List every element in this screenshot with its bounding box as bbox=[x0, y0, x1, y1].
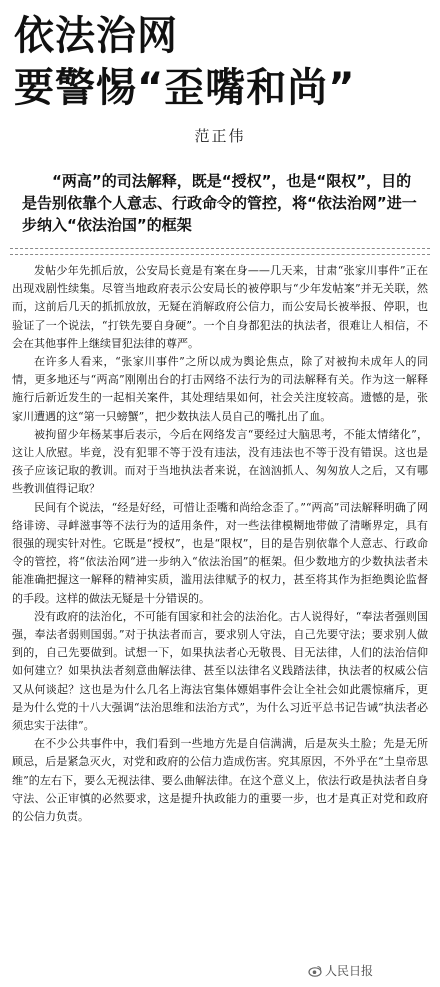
divider-line bbox=[10, 254, 430, 255]
divider-line bbox=[10, 248, 430, 249]
summary-lead: “两高”的司法解释，既是“授权”，也是“限权”，目的是告别依靠个人意志、行政命令的管控，将“依法治网”进一步纳入“依法治国”的框架 bbox=[22, 172, 417, 234]
paragraph: 在不少公共事件中，我们看到一些地方先是自信满满，后是灰头土脸；先是无所顾忌，后是紧急灭火，对党和政府的公信力造成伤害。究其原因，不外乎在“土皇帝思维”的左右下，要么无视法律、要么曲解法律。在这个意义上，依法行政是执法者自身守法、公正审慎的必然要求，这是提升执政能力的重要一步，也才是真正对党和政府的公信力负责。 bbox=[12, 737, 428, 824]
author-byline: 范正伟 bbox=[194, 127, 246, 145]
headline bbox=[14, 10, 434, 114]
headline-line-2: 要警惕“歪嘴和尚” bbox=[14, 65, 356, 111]
paragraph: 民间有个说法，“经是好经，可惜让歪嘴和尚给念歪了。”“两高”司法解释明确了网络诽谤、寻衅滋事等不法行为的适用条件，对一些法律模糊地带做了清晰界定，具有很强的现实针对性。它既是“授权”，也是“限权”，目的是告别依靠个人意志、行政命令的管控，将“依法治网”进一步纳入“依法治国”的框架。但少数地方的少数执法者未能准确把握这一解释的精神实质，滥用法律赋予的权力，甚至将其作为拒绝舆论监督的手段。这样的做法无疑是十分错误的。 bbox=[12, 500, 428, 605]
paragraph: 被拘留少年杨某事后表示，今后在网络发言“要经过大脑思考，不能太情绪化”，这让人欣慰。毕竟，没有犯罪不等于没有违法，没有违法也不等于没有错误。这也是孩子应该记取的教训。而对于当地执法者来说，在汹汹抓人、匆匆放人之后，又有哪些教训值得记取？ bbox=[12, 427, 428, 496]
watermark-text: 人民日报 bbox=[324, 964, 373, 978]
paragraph: 在许多人看来，“张家川事件”之所以成为舆论焦点，除了对被拘未成年人的同情，更多地还与“两高”刚刚出台的打击网络不法行为的司法解释有关。作为这一解释施行后新近发生的一起相关案件，其处理结果如何，社会关注度较高。遗憾的是，张家川遭遇的这“第一只螃蟹”，把少数执法人员自己的嘴扎出了血。 bbox=[12, 355, 428, 423]
headline-line-1: 依法治网 bbox=[14, 13, 178, 59]
paragraph: 发帖少年先抓后放，公安局长竟是有案在身——几天来，甘肃“张家川事件”正在出现戏剧性续集。尽管当地政府表示公安局长的被停职与“少年发帖案”并无关联，然而，这前后几天的抓抓放放，无疑在消解政府公信力，而公安局长被举报、停职，也验证了一个说法，“打铁先要自身硬”。一个自身都犯法的执法者，很难让人相信，不会在其他事件上继续冒犯法律的尊严。 bbox=[12, 264, 428, 350]
weibo-eye-icon bbox=[308, 965, 322, 977]
paragraph: 没有政府的法治化，不可能有国家和社会的法治化。古人说得好，“奉法者强则国强，奉法者弱则国弱。”对于执法者而言，要求别人守法，自己先要守法；要求别人做到的，自己先要做到。试想一下，如果执法者心无敬畏、目无法律，人们的法治信仰如何建立？如果执法者刻意曲解法律、甚至以法律名义践踏法律，执法者的权威公信又从何谈起？这也是为什么几名上海法官集体嫖娼事件会让全社会如此震惊痛斥，更是为什么党的十八大强调“法治思维和法治方式”，为什么习近平总书记告诫“执法者必须忠实于法律”。 bbox=[12, 609, 428, 733]
weibo-watermark bbox=[305, 962, 376, 979]
article-body bbox=[12, 262, 428, 826]
